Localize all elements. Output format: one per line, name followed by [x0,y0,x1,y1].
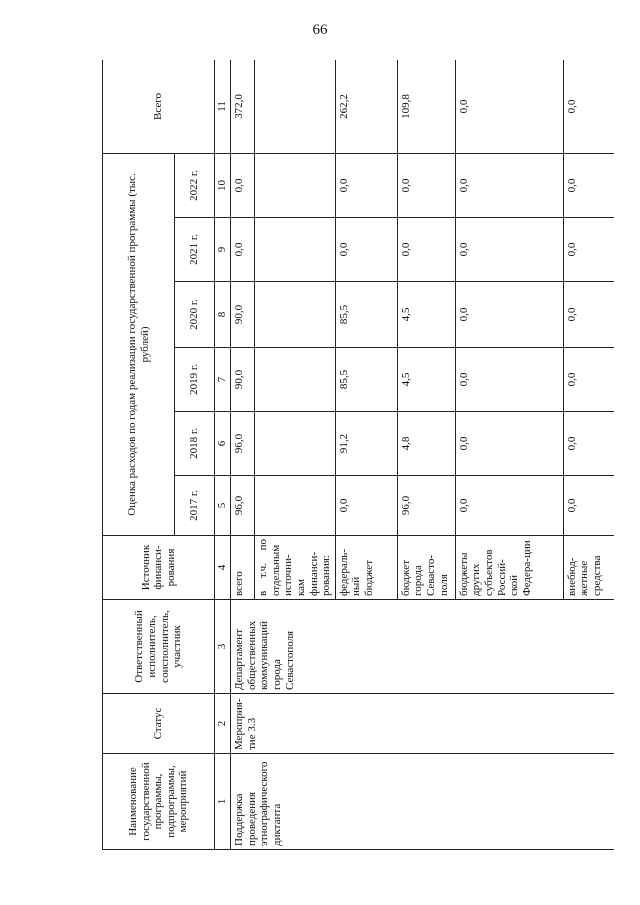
value-cell: 0,0 [563,476,614,536]
value-cell: 0,0 [455,60,563,153]
value-cell: 0,0 [455,218,563,282]
value-cell [255,282,336,348]
value-cell: 0,0 [455,282,563,348]
value-cell [255,60,336,153]
value-cell [255,348,336,412]
header-year-2022: 2022 г. [175,153,215,217]
value-cell: 0,0 [335,218,397,282]
col-number: 9 [215,218,231,282]
measure-executor: Департамент общественных коммуникаций города Севастополя [231,600,615,694]
value-cell: 372,0 [231,60,255,153]
col-number: 5 [215,476,231,536]
value-cell: 0,0 [455,412,563,476]
header-year-2021: 2021 г. [175,218,215,282]
header-year-2019: 2019 г. [175,348,215,412]
value-cell: 0,0 [563,282,614,348]
value-cell [255,476,336,536]
value-cell: 96,0 [397,476,455,536]
header-year-2020: 2020 г. [175,282,215,348]
value-cell [255,412,336,476]
value-cell: 96,0 [231,476,255,536]
value-cell: 109,8 [397,60,455,153]
col-number: 7 [215,348,231,412]
col-number: 4 [215,536,231,600]
header-estimate: Оценка расходов по годам реализации государственной программы (тыс. рублей) [103,153,175,535]
header-name: Наименование государственной программы, подпрограммы, мероприятий [103,754,215,850]
col-number: 2 [215,694,231,754]
col-number: 3 [215,600,231,694]
header-year-2017: 2017 г. [175,476,215,536]
value-cell: 96,0 [231,412,255,476]
value-cell: 0,0 [397,218,455,282]
header-status: Статус [103,694,215,754]
value-cell: 0,0 [563,218,614,282]
value-cell: 0,0 [455,348,563,412]
value-cell: 90,0 [231,348,255,412]
funding-source: всего [231,536,255,600]
measure-name: Поддержка проведения этнографического диктанта [231,754,615,850]
value-cell: 0,0 [563,348,614,412]
funding-source: внебюд-жетные средства [563,536,614,600]
value-cell: 90,0 [231,282,255,348]
value-cell: 0,0 [335,476,397,536]
value-cell: 0,0 [563,412,614,476]
col-number: 8 [215,282,231,348]
value-cell: 0,0 [455,476,563,536]
col-number: 10 [215,153,231,217]
funding-source: в т.ч. по отдельным источни-кам финанси-рования: [255,536,336,600]
header-year-2018: 2018 г. [175,412,215,476]
value-cell: 85,5 [335,348,397,412]
col-number: 1 [215,754,231,850]
header-executor: Ответственный исполнитель, соисполнитель, участник [103,600,215,694]
page-number: 66 [312,22,328,38]
value-cell: 4,5 [397,348,455,412]
value-cell: 0,0 [563,153,614,217]
value-cell: 4,8 [397,412,455,476]
funding-source: федераль-ный бюджет [335,536,397,600]
rotated-table-container [102,60,614,850]
measure-status: Мероприя-тие 3.3 [231,694,615,754]
funding-source: бюджеты других субъектов Россий-ской Федера-ции [455,536,563,600]
col-number: 6 [215,412,231,476]
value-cell: 0,0 [231,218,255,282]
value-cell [255,218,336,282]
rotated-table-area [102,60,614,850]
value-cell: 4,5 [397,282,455,348]
value-cell: 0,0 [563,60,614,153]
value-cell: 91,2 [335,412,397,476]
value-cell: 85,5 [335,282,397,348]
header-total: Всего [103,60,215,153]
value-cell [255,153,336,217]
col-number: 11 [215,60,231,153]
value-cell: 0,0 [455,153,563,217]
value-cell: 0,0 [335,153,397,217]
header-source: Источник финанси-рования [103,536,215,600]
funding-source: бюджет города Севасто-поля [397,536,455,600]
value-cell: 262,2 [335,60,397,153]
value-cell: 0,0 [231,153,255,217]
value-cell: 0,0 [397,153,455,217]
budget-table [102,60,614,850]
